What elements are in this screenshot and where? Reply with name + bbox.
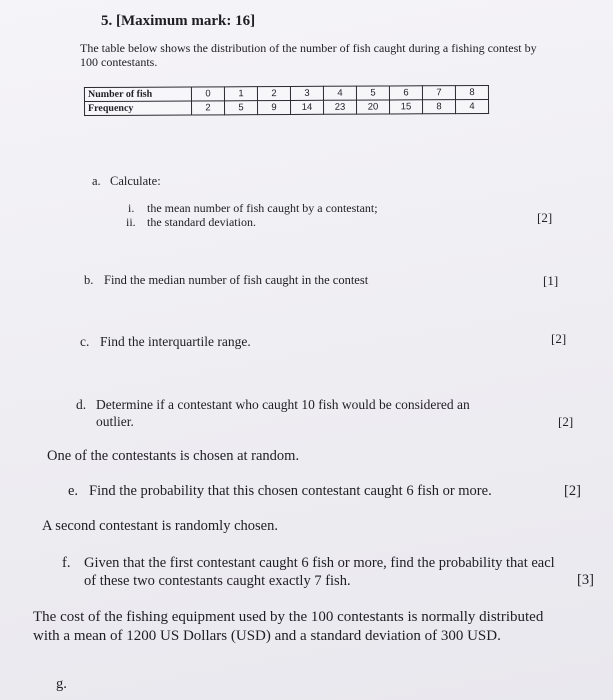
part-e-marks: [2] (564, 483, 581, 499)
part-f-marks: [3] (577, 572, 594, 588)
part-b-marks: [1] (543, 273, 559, 288)
table-cell: 5 (225, 101, 258, 115)
part-a-i-text: the mean number of fish caught by a contestant; (147, 201, 378, 215)
table-cell: 3 (290, 86, 323, 100)
part-c-label: c. (80, 334, 90, 349)
part-e-label: e. (68, 483, 79, 499)
part-d-marks: [2] (558, 414, 574, 429)
frequency-row (85, 99, 489, 115)
part-e-text: Find the probability that this chosen contestant caught 6 fish or more. (89, 483, 492, 499)
random-choice-statement: One of the contestants is chosen at random. (47, 448, 300, 464)
table-cell: 23 (323, 100, 356, 114)
part-a-marks: [2] (537, 210, 553, 225)
table-cell: 9 (258, 100, 291, 114)
part-a-label: a. (92, 174, 101, 188)
cost-line-2: with a mean of 1200 US Dollars (USD) and a standard deviation of 300 USD. (33, 628, 501, 644)
table-cell: 8 (422, 100, 455, 114)
part-c-marks: [2] (551, 331, 567, 346)
part-c-text: Find the interquartile range. (100, 334, 251, 349)
part-d-label: d. (76, 397, 87, 412)
part-a-ii-text: the standard deviation. (147, 215, 256, 229)
table-cell: 5 (356, 86, 389, 100)
table-cell: 15 (389, 100, 422, 114)
row-header-frequency: Frequency (85, 101, 192, 116)
table-cell: 2 (192, 101, 225, 115)
part-a-i-label: i. (128, 201, 135, 215)
part-a-text: Calculate: (110, 174, 161, 188)
part-f-line1: Given that the first contestant caught 6 fish or more, find the probability that eacl (84, 555, 555, 571)
row-header-number-of-fish: Number of fish (84, 87, 191, 102)
question-heading: 5. [Maximum mark: 16] (101, 13, 256, 29)
table-cell: 1 (224, 87, 257, 101)
table-cell: 7 (422, 86, 455, 100)
table-cell: 0 (191, 87, 224, 101)
part-f-line2: of these two contestants caught exactly 7 fish. (84, 573, 351, 589)
table-cell: 4 (455, 99, 488, 113)
table-cell: 14 (290, 100, 323, 114)
cost-line-1: The cost of the fishing equipment used by the 100 contestants is normally distributed (33, 609, 544, 625)
part-g-label: g. (56, 676, 67, 692)
table-cell: 2 (257, 86, 290, 100)
part-a-ii-label: ii. (126, 215, 136, 229)
distribution-table (84, 85, 489, 116)
part-f-label: f. (62, 555, 71, 571)
question-intro: The table below shows the distribution of the number of fish caught during a fishing contest by 100 contestants. (80, 41, 537, 69)
table-cell: 20 (356, 100, 389, 114)
part-d-line1: Determine if a contestant who caught 10 fish would be considered an (96, 397, 470, 412)
part-b-text: Find the median number of fish caught in the contest (104, 273, 369, 287)
table-cell: 8 (455, 85, 488, 99)
part-d-line2: outlier. (96, 414, 134, 429)
part-b-label: b. (84, 273, 94, 287)
second-contestant-statement: A second contestant is randomly chosen. (42, 518, 278, 534)
table-cell: 6 (389, 86, 422, 100)
table-cell: 4 (323, 86, 356, 100)
